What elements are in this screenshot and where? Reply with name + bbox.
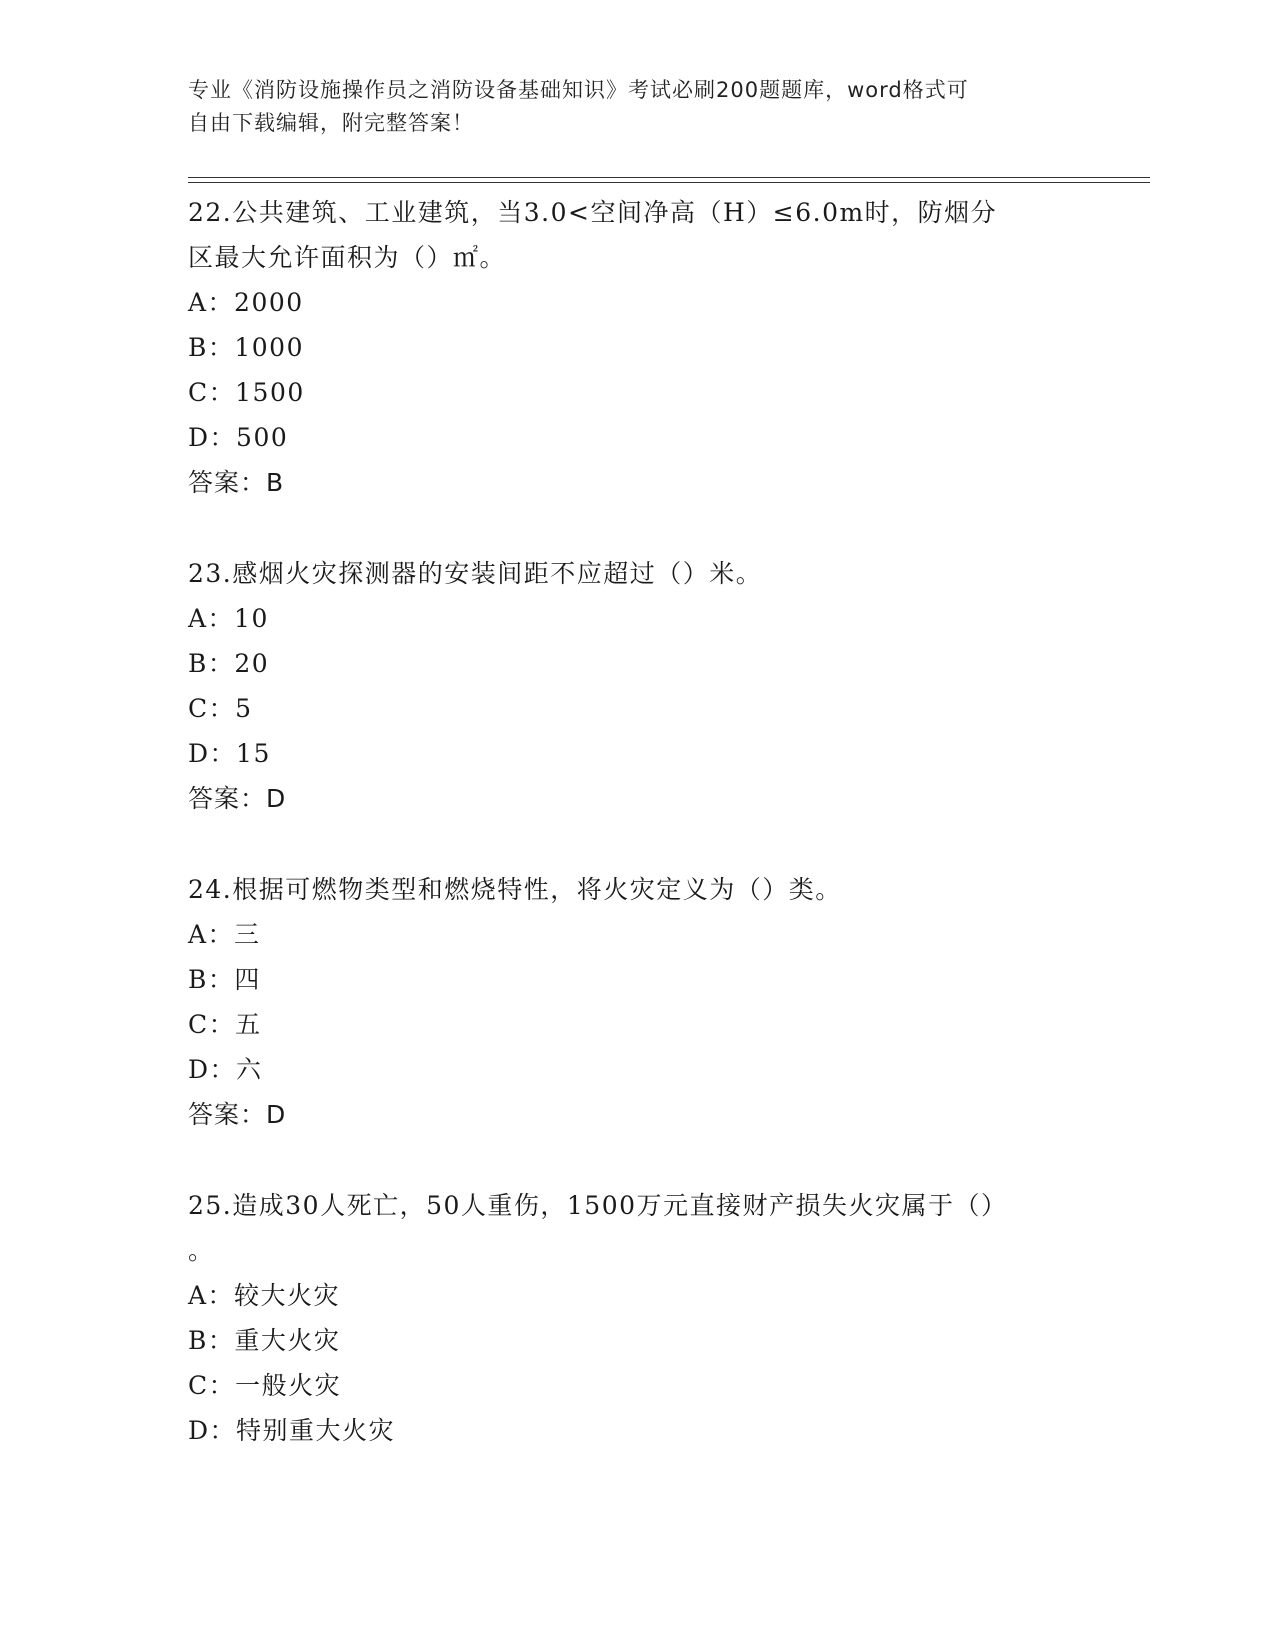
option-c: C：1500 [188,378,305,407]
answer-label: 答案：B [188,468,285,497]
option-d: D：500 [188,423,289,452]
question-23 [188,551,1088,821]
answer-label: 答案：D [188,784,287,813]
question-text: 24.根据可燃物类型和燃烧特性，将火灾定义为（）类。 [188,875,842,904]
header-divider-bottom [188,182,1150,183]
option-a: A：10 [188,604,269,633]
option-a: A：较大火灾 [188,1281,341,1310]
question-list [188,190,1088,1499]
option-b: B：四 [188,965,261,994]
option-c: C：5 [188,694,253,723]
option-a: A：2000 [188,288,304,317]
option-b: B：重大火灾 [188,1326,341,1355]
option-d: D：15 [188,739,271,768]
header-divider-top [188,177,1150,178]
option-a: A：三 [188,920,261,949]
option-c: C：一般火灾 [188,1371,342,1400]
question-24 [188,867,1088,1137]
question-text: 22.公共建筑、工业建筑，当3.0<空间净高（H）≤6.0m时，防烟分 [188,198,998,227]
option-c: C：五 [188,1010,262,1039]
question-25 [188,1183,1088,1453]
header-line-2: 自由下载编辑，附完整答案！ [188,111,474,135]
answer-label: 答案：D [188,1100,287,1129]
option-d: D：六 [188,1055,263,1084]
question-text: 23.感烟火灾探测器的安装间距不应超过（）米。 [188,559,763,588]
question-text: 25.造成30人死亡，50人重伤，1500万元直接财产损失火灾属于（） [188,1191,1008,1220]
option-d: D：特别重大火灾 [188,1416,396,1445]
header-line-1: 专业《消防设施操作员之消防设备基础知识》考试必刷200题题库，word格式可 [188,78,969,102]
question-22 [188,190,1088,505]
question-text-continued: 区最大允许面积为（）㎡。 [188,243,507,272]
question-text-continued: 。 [188,1236,215,1265]
option-b: B：20 [188,649,270,678]
document-header [188,74,1088,140]
option-b: B：1000 [188,333,304,362]
